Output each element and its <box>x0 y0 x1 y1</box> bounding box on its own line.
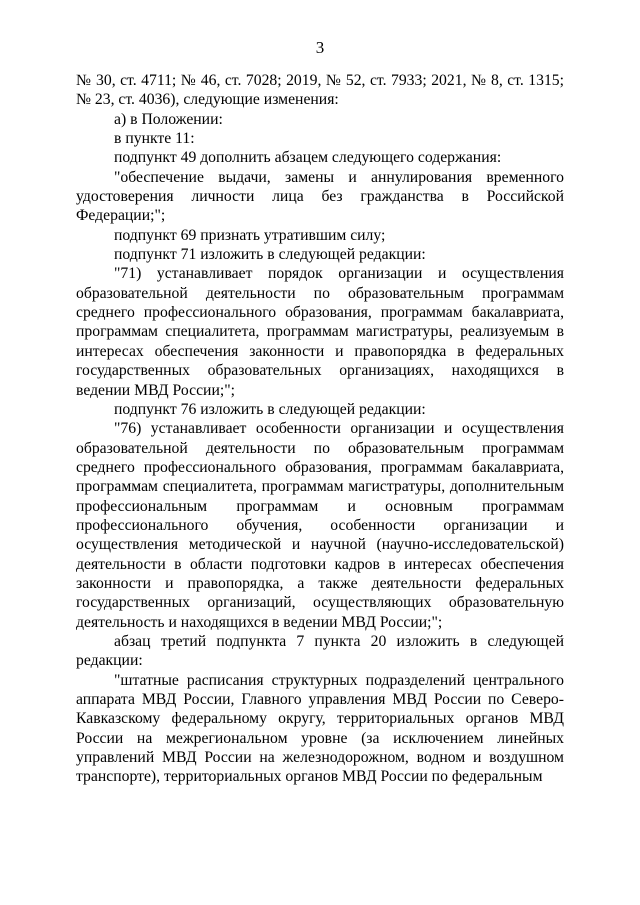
paragraph-5: "обеспечение выдачи, замены и аннулирования временного удостоверения личности лица без гражданства в Российской Федерации;"; <box>76 168 564 225</box>
paragraph-1: № 30, ст. 4711; № 46, ст. 7028; 2019, № 52, ст. 7933; 2021, № 8, ст. 1315; № 23, ст. 4036), следующие изменения: <box>76 72 564 109</box>
page-number: 3 <box>315 38 325 57</box>
paragraph-12: "штатные расписания структурных подразделений центрального аппарата МВД России, Главного управления МВД России по Северо-Кавказскому федеральному округу, территориальных органов МВД России на межрегиональном уровне (за исключением линейных управлений МВД России на железнодорожном, водном и воздушном транспорте), территориальных органов МВД России по федеральным <box>76 671 564 786</box>
paragraph-10: "76) устанавливает особенности организации и осуществления образовательной деятельности по образовательным программам среднего профессионального образования, программам бакалавриата, программам специалитета, программам магистратуры, дополнительным профессиональным программам и основным программам профессионального обучения, особенности организации и осуществления методической и научной (научно-исследовательской) деятельности в области подготовки кадров в интересах обеспечения законности и правопорядка, а также деятельности федеральных государственных организаций, осуществляющих образовательную деятельность и находящихся в ведении МВД России;"; <box>76 420 564 631</box>
paragraph-11: абзац третий подпункта 7 пункта 20 изложить в следующей редакции: <box>76 632 564 670</box>
paragraph-7: подпункт 71 изложить в следующей редакции: <box>114 246 426 264</box>
paragraph-4: подпункт 49 дополнить абзацем следующего содержания: <box>114 149 502 167</box>
paragraph-8: "71) устанавливает порядок организации и осуществления образовательной деятельности по образовательным программам среднего профессионального образования, программам бакалавриата, программам специалитета, программам магистратуры, реализуемым в интересах обеспечения законности и правопорядка в федеральных государственных образовательных организациях, находящихся в ведении МВД России;"; <box>76 265 564 399</box>
document-body <box>76 71 564 787</box>
paragraph-3: в пункте 11: <box>114 130 195 148</box>
paragraph-2: а) в Положении: <box>114 110 223 128</box>
paragraph-6: подпункт 69 признать утратившим силу; <box>114 226 386 244</box>
paragraph-9: подпункт 76 изложить в следующей редакции: <box>114 400 426 418</box>
